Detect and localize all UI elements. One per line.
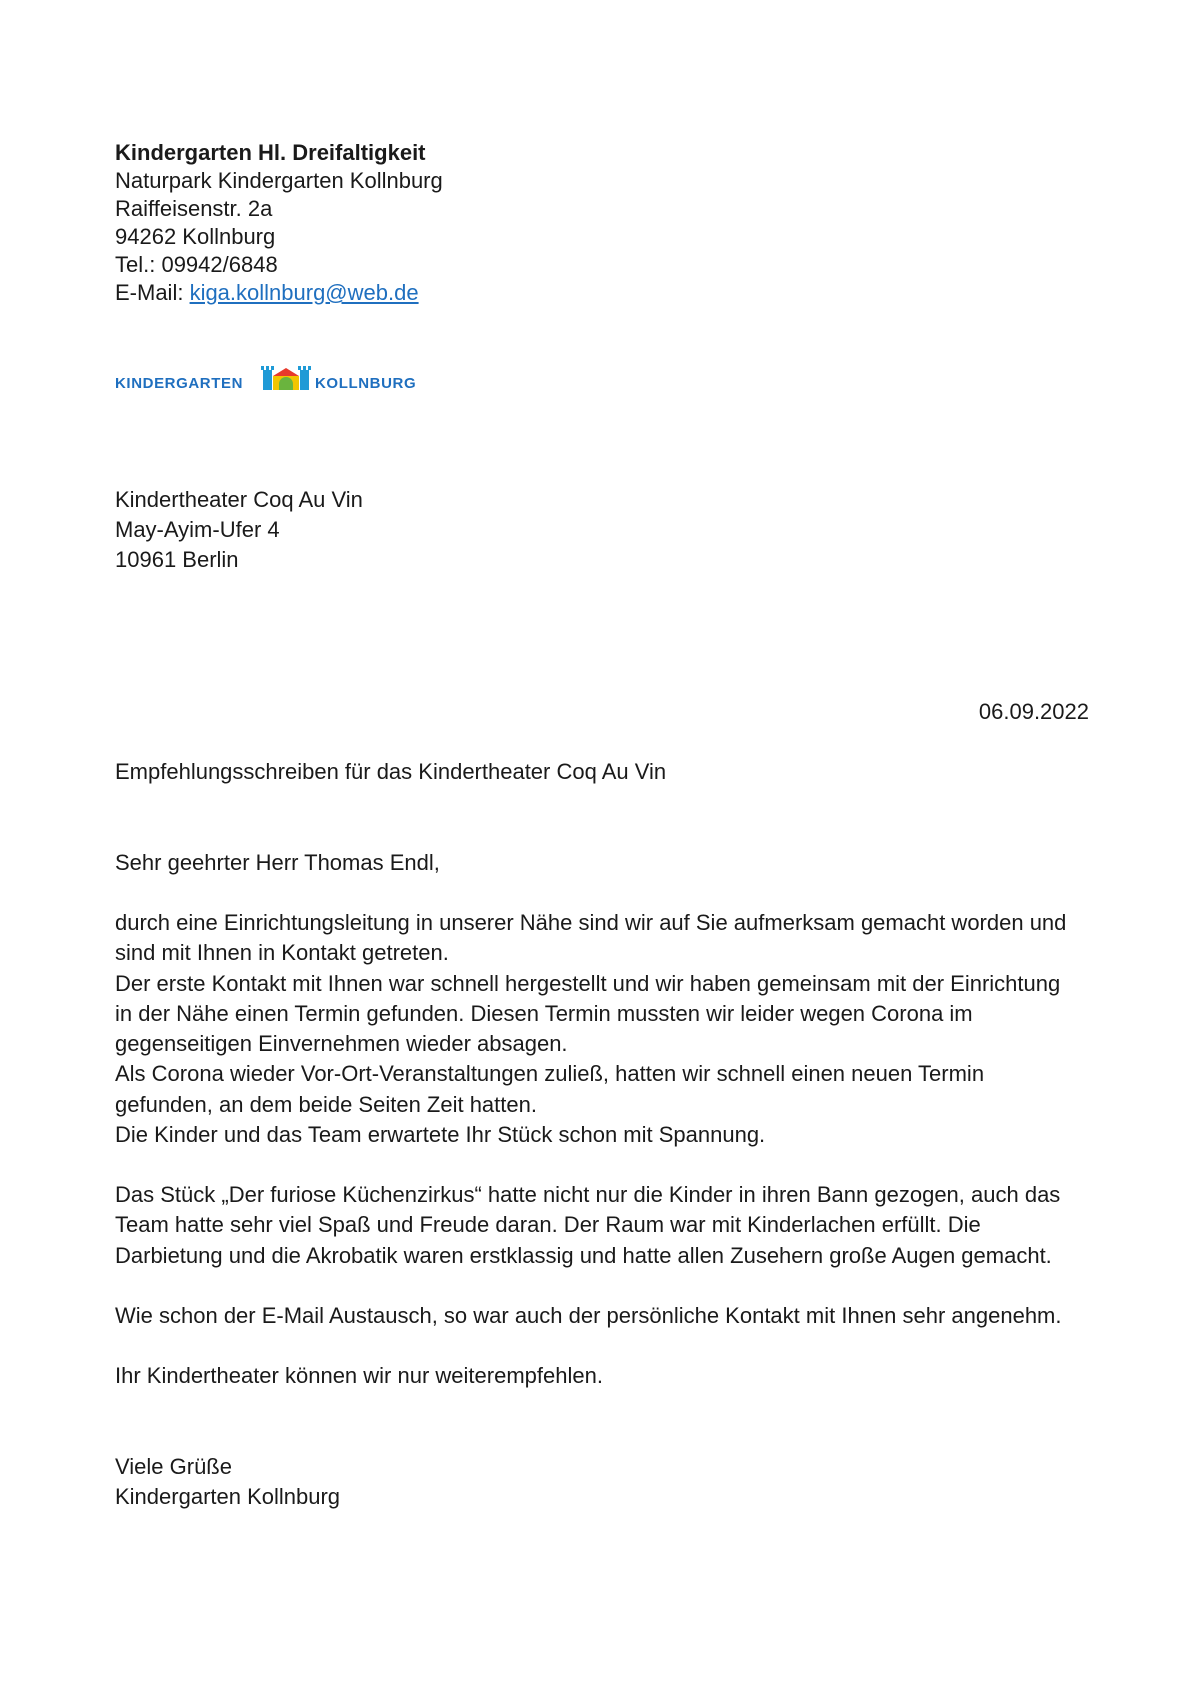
sender-city: 94262 Kollnburg <box>115 224 276 249</box>
paragraph-line: gefunden, an dem beide Seiten Zeit hatten. <box>115 1091 537 1117</box>
paragraph-line: Ihr Kindertheater können wir nur weiterempfehlen. <box>115 1363 603 1388</box>
recipient-city: 10961 Berlin <box>115 547 239 572</box>
paragraph-line: Wie schon der E-Mail Austausch, so war auch der persönliche Kontakt mit Ihnen sehr angenehm. <box>115 1303 1062 1328</box>
recipient-street: May-Ayim-Ufer 4 <box>115 517 280 542</box>
paragraph-line: Das Stück „Der furiose Küchenzirkus“ hatte nicht nur die Kinder in ihren Bann gezogen, auch das <box>115 1182 1061 1207</box>
paragraph-line: Die Kinder und das Team erwartete Ihr Stück schon mit Spannung. <box>115 1122 766 1148</box>
paragraph-2 <box>115 1180 1095 1271</box>
closing-signature: Kindergarten Kollnburg <box>115 1484 341 1509</box>
sender-street: Raiffeisenstr. 2a <box>115 196 273 221</box>
sender-email-link[interactable]: kiga.kollnburg@web.de <box>189 280 419 305</box>
paragraph-line: gegenseitigen Einvernehmen wieder absagen. <box>115 1031 568 1057</box>
sender-email-line <box>115 278 419 308</box>
paragraph-line: Darbietung und die Akrobatik waren erstklassig und hatte allen Zusehern große Augen gemacht. <box>115 1242 1052 1268</box>
kindergarten-logo <box>115 362 435 394</box>
closing-greeting: Viele Grüße <box>115 1454 232 1479</box>
logo-right-text: KOLLNBURG <box>315 375 417 392</box>
logo-left-text: KINDERGARTEN <box>115 375 244 392</box>
paragraph-line: durch eine Einrichtungsleitung in unserer Nähe sind wir auf Sie aufmerksam gemacht worden und <box>115 910 1067 935</box>
letter-date: 06.09.2022 <box>978 699 1089 724</box>
sender-email-label: E-Mail: <box>115 280 190 305</box>
letter-subject: Empfehlungsschreiben für das Kindertheater Coq Au Vin <box>115 759 667 784</box>
castle-icon <box>261 366 311 390</box>
sender-phone: Tel.: 09942/6848 <box>115 252 278 277</box>
paragraph-4 <box>115 1361 1095 1391</box>
sender-subtitle: Naturpark Kindergarten Kollnburg <box>115 168 443 193</box>
paragraph-line: Der erste Kontakt mit Ihnen war schnell hergestellt und wir haben gemeinsam mit der Einrichtung <box>115 970 1061 996</box>
paragraph-line: in der Nähe einen Termin gefunden. Diesen Termin mussten wir leider wegen Corona im <box>115 1000 973 1026</box>
logo-graphic <box>115 362 435 394</box>
paragraph-line: sind mit Ihnen in Kontakt getreten. <box>115 940 449 966</box>
letter-salutation: Sehr geehrter Herr Thomas Endl, <box>115 850 440 875</box>
paragraph-line: Als Corona wieder Vor-Ort-Veranstaltungen zuließ, hatten wir schnell einen neuen Termin <box>115 1061 985 1087</box>
recipient-name: Kindertheater Coq Au Vin <box>115 487 363 512</box>
sender-name: Kindergarten Hl. Dreifaltigkeit <box>115 140 426 165</box>
paragraph-line: Team hatte sehr viel Spaß und Freude daran. Der Raum war mit Kinderlachen erfüllt. Die <box>115 1212 981 1238</box>
paragraph-3 <box>115 1301 1095 1331</box>
paragraph-1 <box>115 908 1095 1150</box>
